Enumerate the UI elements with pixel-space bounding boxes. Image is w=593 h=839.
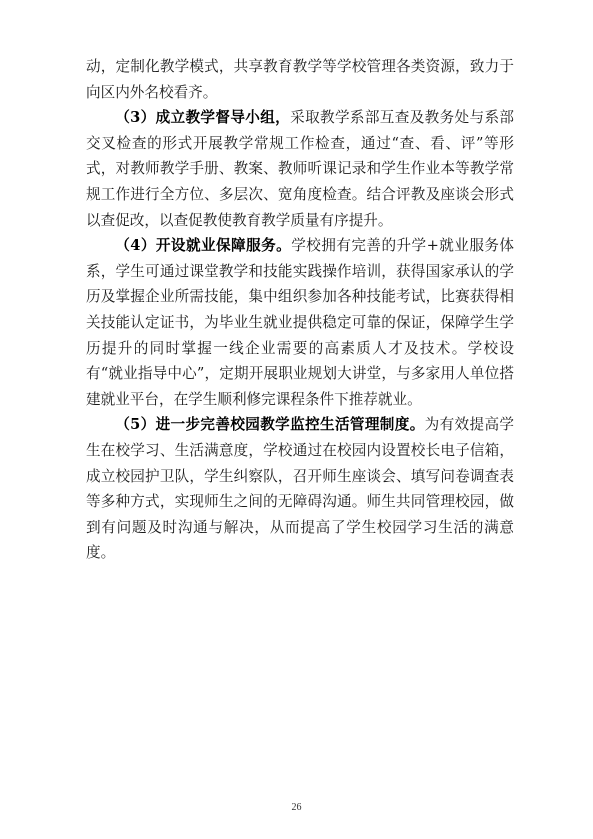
paragraph-text: 为有效提高学生在校学习、生活满意度，学校通过在校园内设置校长电子信箱，成立校园护卫队，学生纠察队，召开师生座谈会、填写问卷调查表等多种方式，实现师生之间的无障碍沟通。师生共同管理校园，做到有问题及时沟通与解决，从而提高了学生校园学习生活的满意度。 xyxy=(86,416,514,562)
paragraph-employment-service xyxy=(86,233,514,412)
paragraph-campus-management xyxy=(86,412,514,566)
paragraph-heading: （4）开设就业保障服务。 xyxy=(115,237,292,255)
paragraph-teaching-supervision xyxy=(86,105,514,233)
paragraph-heading: （5）进一步完善校园教学监控生活管理制度。 xyxy=(115,416,425,434)
body-text xyxy=(86,54,514,566)
paragraph-heading: （3）成立教学督导小组， xyxy=(115,109,291,127)
page-number: 26 xyxy=(291,802,302,813)
paragraph-text: 学校拥有完善的升学+就业服务体系，学生可通过课堂教学和技能实践操作培训，获得国家承认的学历及掌握企业所需技能，集中组织参加各种技能考试，比赛获得相关技能认定证书，为毕业生就业提供稳定可靠的保证，保障学生学历提升的同时掌握一线企业需要的高素质人才及技术。学校设有“就业指导中心”，定期开展职业规划大讲堂，与多家用人单位搭建就业平台，在学生顺利修完课程条件下推荐就业。 xyxy=(86,237,514,408)
paragraph-text: 动，定制化教学模式，共享教育教学等学校管理各类资源，致力于向区内外名校看齐。 xyxy=(86,58,514,101)
paragraph-text: 采取教学系部互查及教务处与系部交叉检查的形式开展教学常规工作检查，通过“查、看、评”等形式，对教师教学手册、教案、教师听课记录和学生作业本等教学常规工作进行全方位、多层次、宽角度检查。结合评教及座谈会形式以查促改，以查促教使教育教学质量有序提升。 xyxy=(86,109,514,229)
paragraph-continuation xyxy=(86,54,514,105)
